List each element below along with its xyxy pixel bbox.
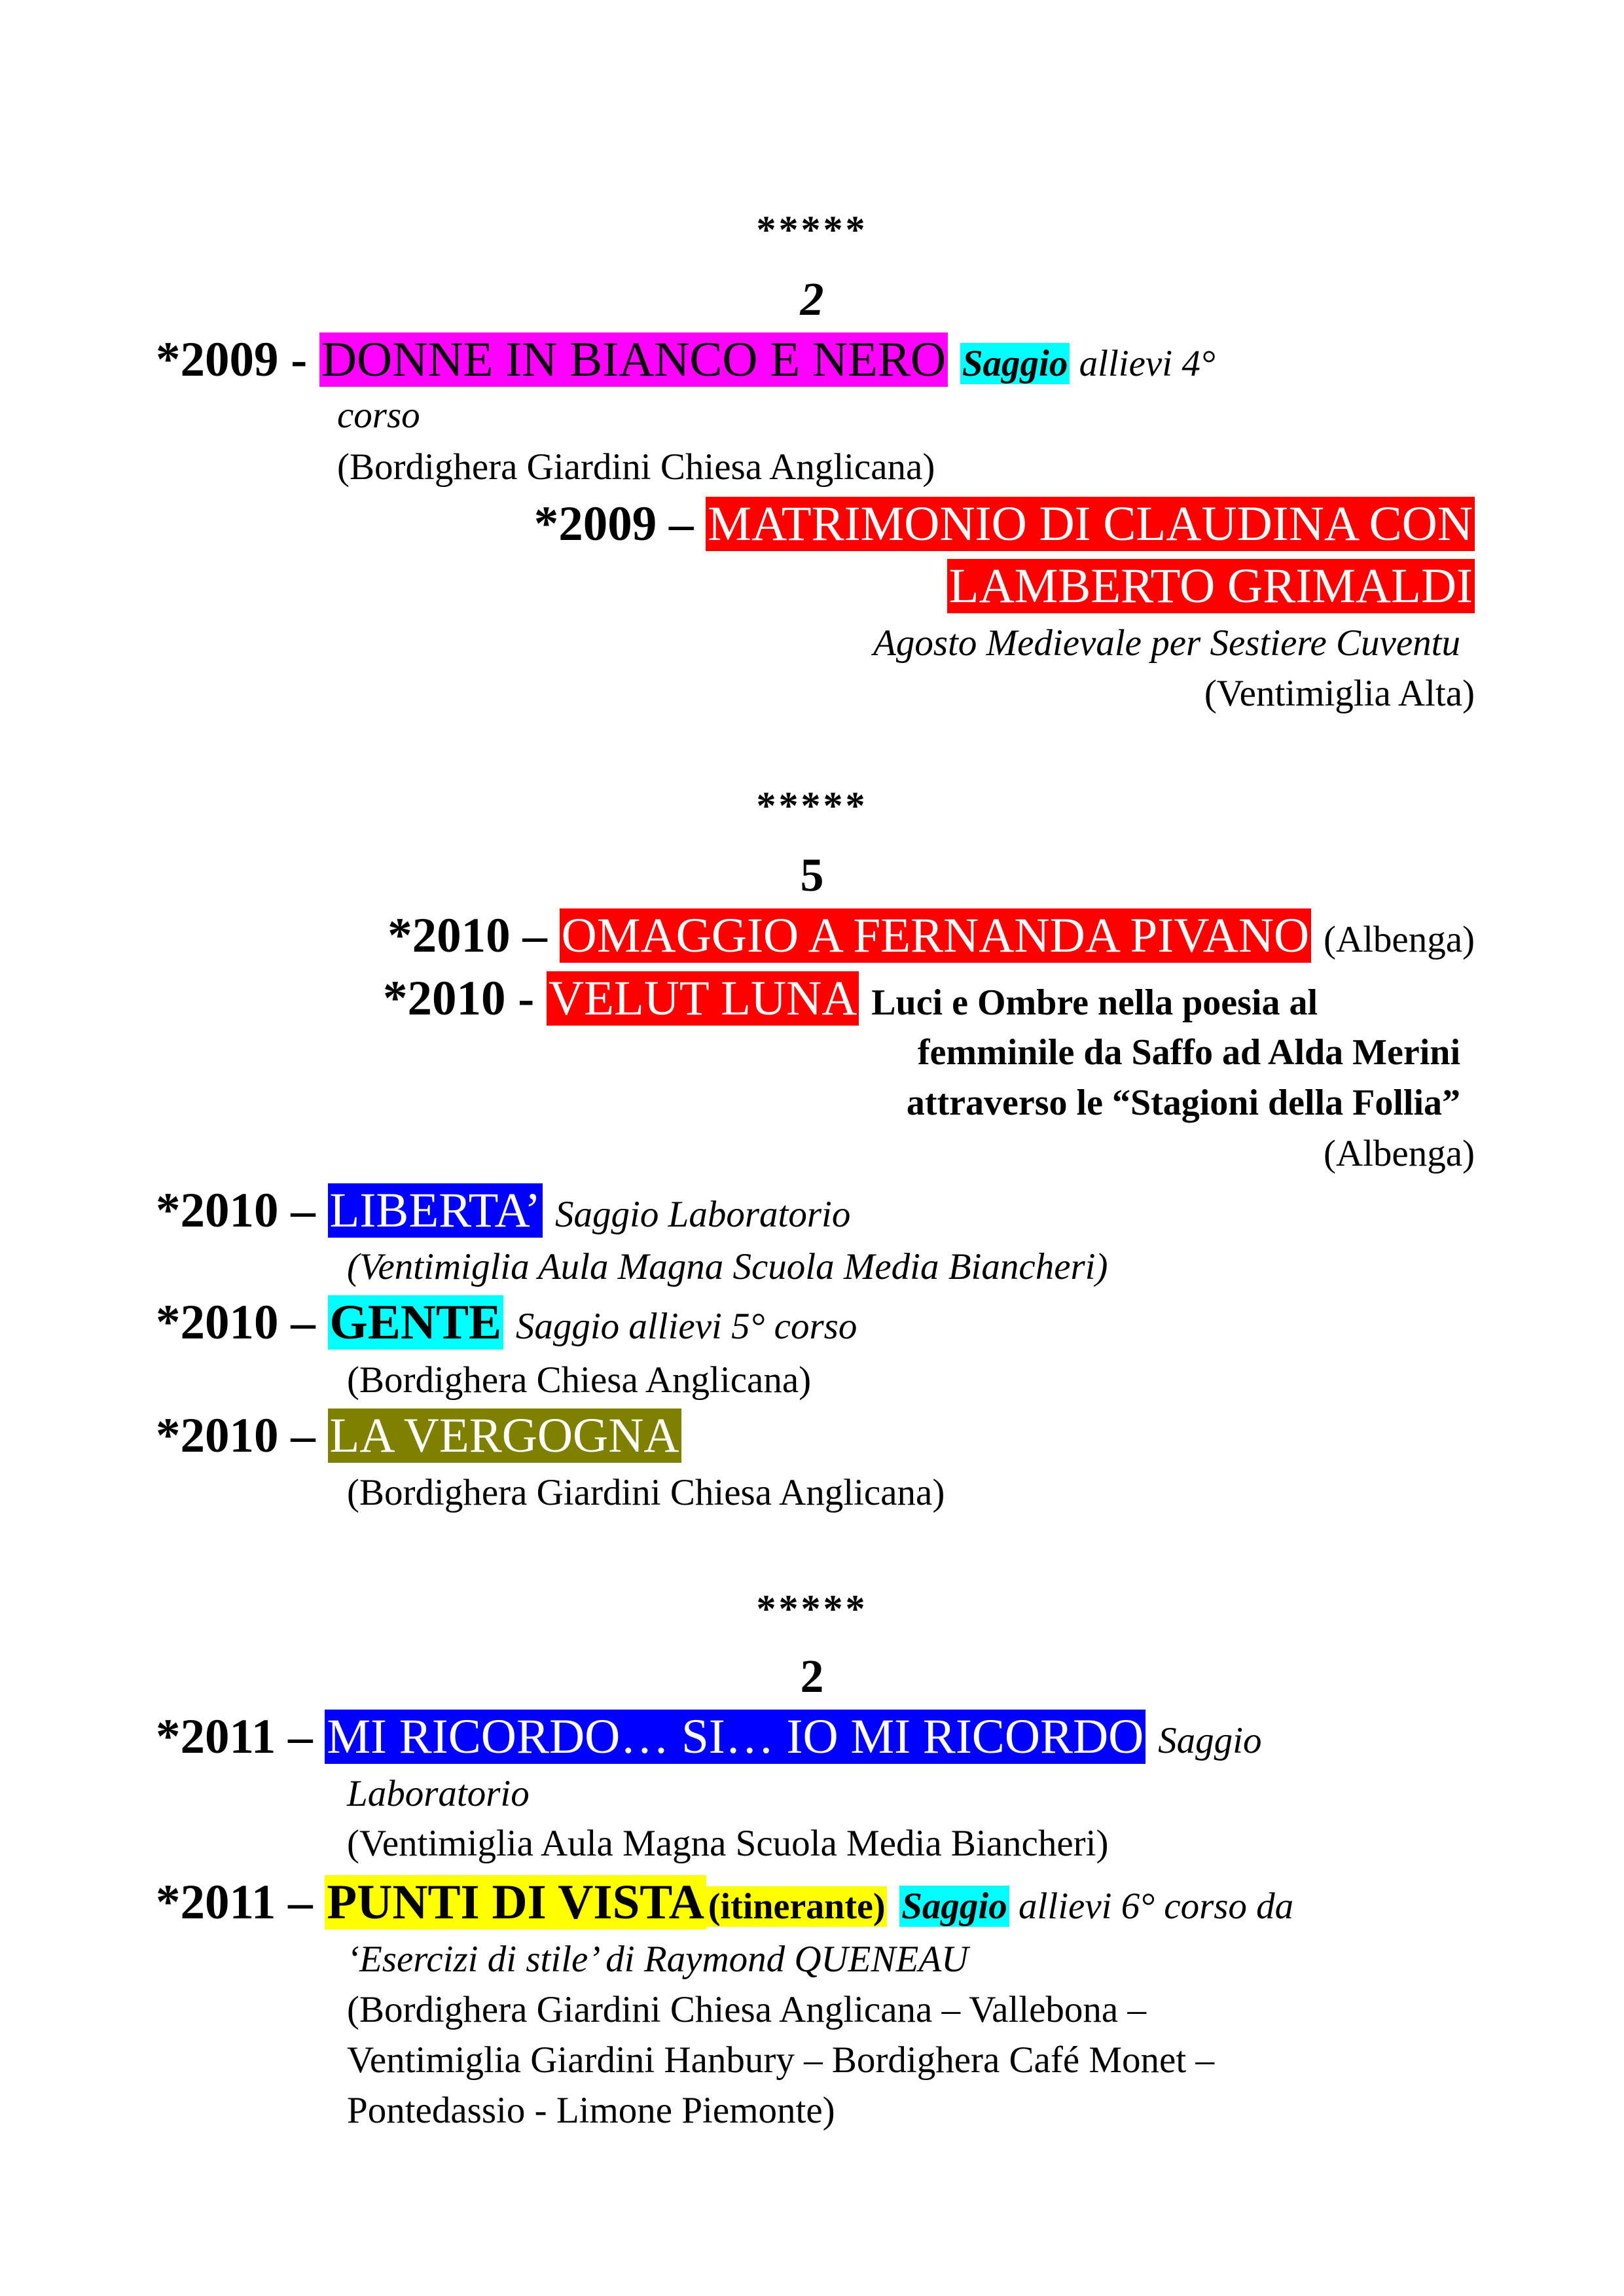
entry-note: Agosto Medievale per Sestiere Cuventu (873, 622, 1460, 664)
entry-donne-in-bianco-e-nero (156, 333, 1216, 387)
entry-note-continued: ‘Esercizi di stile’ di Raymond QUENEAU (347, 1939, 969, 1980)
entry-omaggio-a-fernanda-pivano (388, 909, 1475, 963)
entry-matrimonio-di-claudina (534, 497, 1475, 552)
entry-place: (Bordighera Giardini Chiesa Anglicana) (347, 1472, 945, 1513)
entry-title-line-1: MATRIMONIO DI CLAUDINA CON (706, 497, 1475, 551)
entry-note-continued: corso (337, 395, 420, 436)
entry-year: *2010 – (156, 1295, 316, 1350)
entry-place: (Ventimiglia Aula Magna Scuola Media Biancheri) (347, 1823, 1109, 1864)
entry-note: allievi 4° (1079, 343, 1216, 384)
entry-title: LA VERGOGNA (328, 1408, 681, 1463)
entry-title-line-2: LAMBERTO GRIMALDI (947, 559, 1475, 613)
entry-mi-ricordo (156, 1710, 1261, 1765)
entry-title: PUNTI DI VISTA (325, 1875, 706, 1929)
entry-tag: Saggio (899, 1886, 1009, 1927)
entry-year: *2009 - (156, 332, 308, 387)
entry-title: MI RICORDO… SI… IO MI RICORDO (325, 1710, 1146, 1764)
section-count: 2 (800, 273, 824, 325)
entry-year: *2009 – (533, 497, 694, 551)
entry-place: (Bordighera Chiesa Anglicana) (347, 1359, 812, 1401)
section-separator: ***** (756, 208, 868, 251)
entry-title: GENTE (328, 1295, 504, 1350)
section-separator: ***** (756, 784, 868, 827)
entry-qualifier: (itinerante) (706, 1886, 888, 1927)
entry-subtitle-line-3: attraverso le “Stagioni della Follia” (906, 1083, 1460, 1123)
entry-title: OMAGGIO A FERNANDA PIVANO (560, 908, 1312, 963)
entry-punti-di-vista (156, 1876, 1293, 1930)
entry-title: DONNE IN BIANCO E NERO (319, 332, 948, 387)
entry-year: *2010 - (383, 971, 535, 1026)
entry-place: (Ventimiglia Aula Magna Scuola Media Biancheri) (347, 1246, 1108, 1287)
entry-place-line-3: Pontedassio - Limone Piemonte) (347, 2090, 835, 2131)
entry-place: (Albenga) (1323, 919, 1475, 960)
entry-velut-luna (383, 972, 1318, 1026)
entry-la-vergogna (156, 1409, 681, 1463)
entry-year: *2011 – (156, 1875, 313, 1929)
entry-year: *2010 – (156, 1408, 316, 1463)
entry-liberta (156, 1184, 850, 1238)
entry-year: *2010 – (388, 908, 547, 963)
entry-place: (Bordighera Giardini Chiesa Anglicana) (337, 446, 935, 488)
entry-gente (156, 1296, 857, 1350)
entry-place: (Albenga) (1323, 1133, 1475, 1174)
section-count: 5 (800, 849, 824, 901)
section-count: 2 (800, 1650, 824, 1702)
entry-place: (Ventimiglia Alta) (1204, 673, 1475, 714)
entry-subtitle-line-2: femminile da Saffo ad Alda Merini (917, 1032, 1460, 1073)
entry-note: allievi 6° corso da (1019, 1886, 1294, 1927)
entry-title: LIBERTA’ (328, 1183, 543, 1238)
entry-year: *2010 – (156, 1183, 316, 1238)
entry-place-line-2: Ventimiglia Giardini Hanbury – Bordighera Café Monet – (347, 2039, 1214, 2081)
entry-note: Saggio Laboratorio (555, 1194, 851, 1235)
entry-title: VELUT LUNA (547, 971, 859, 1026)
entry-year: *2011 – (156, 1710, 313, 1764)
entry-note: Saggio (1158, 1720, 1262, 1761)
entry-note-continued: Laboratorio (347, 1773, 530, 1814)
entry-note: Saggio allievi 5° corso (515, 1306, 857, 1347)
entry-subtitle-line-1: Luci e Ombre nella poesia al (871, 982, 1318, 1023)
entry-place-line-1: (Bordighera Giardini Chiesa Anglicana – Vallebona – (347, 1989, 1146, 2030)
section-separator: ***** (756, 1587, 868, 1630)
entry-tag: Saggio (960, 343, 1070, 384)
